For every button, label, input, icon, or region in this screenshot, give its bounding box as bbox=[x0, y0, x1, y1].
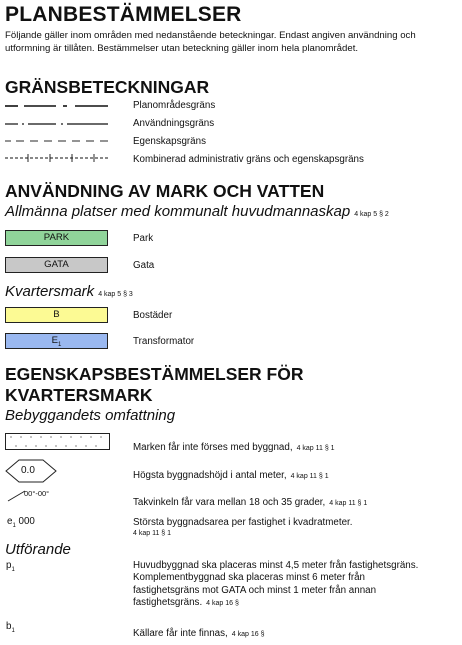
area-symbol: $e_1$ 000 bbox=[7, 516, 35, 529]
boundary-label-use: Användningsgräns bbox=[133, 118, 215, 129]
intro-text: Följande gäller inom områden med nedanstående beteckningar. Endast angiven användning och utformning är tillåten. Bestämmelser utan beteckning gäller inom hela planområdet. bbox=[5, 30, 416, 54]
design-subheading: Utförande bbox=[5, 541, 71, 558]
properties-heading-1: EGENSKAPSBESTÄMMELSER FÖR bbox=[5, 364, 304, 384]
land-use-heading: ANVÄNDNING AV MARK OCH VATTEN bbox=[5, 181, 325, 201]
e1-swatch: $E_1$ bbox=[5, 333, 108, 349]
park-swatch: PARK bbox=[5, 230, 108, 246]
roof-angle-symbol-label: 00°-00° bbox=[24, 489, 50, 498]
quarter-subheading: Kvartersmark 4 kap 5 § 3 bbox=[5, 283, 133, 300]
p1-text: Huvudbyggnad ska placeras minst 4,5 meter från fastighetsgräns. Komplementbyggnad ska placeras minst 6 meter från fastighetsgräns mot GATA och minst 1 meter från annan fastighetsgräns. 4 kap 16 § bbox=[133, 560, 419, 608]
combined-boundary-line bbox=[5, 154, 108, 162]
no-building-text: Marken får inte förses med byggnad, 4 kap 11 § 1 bbox=[133, 442, 335, 453]
park-label: Park bbox=[133, 233, 154, 244]
b-swatch: B bbox=[5, 307, 108, 323]
b-label: Bostäder bbox=[133, 310, 173, 321]
no-building-symbol bbox=[5, 433, 111, 451]
boundary-label-plan: Planområdesgräns bbox=[133, 100, 216, 111]
area-text: Största byggnadsarea per fastighet i kvadratmeter. bbox=[133, 517, 353, 528]
roof-angle-text: Takvinkeln får vara mellan 18 och 35 grader, 4 kap 11 § 1 bbox=[133, 497, 368, 508]
boundary-label-combined: Kombinerad administrativ gräns och egenskapsgräns bbox=[133, 154, 364, 165]
page-title: PLANBESTÄMMELSER bbox=[5, 3, 242, 26]
public-places-subheading: Allmänna platser med kommunalt huvudmannaskap 4 kap 5 § 2 bbox=[5, 203, 389, 220]
boundary-label-property: Egenskapsgräns bbox=[133, 136, 206, 147]
extent-subheading: Bebyggandets omfattning bbox=[5, 407, 176, 424]
gata-swatch: GATA bbox=[5, 257, 108, 273]
area-ref: 4 kap 11 § 1 bbox=[133, 530, 172, 537]
gata-label: Gata bbox=[133, 260, 155, 271]
b1-text: Källare får inte finnas, 4 kap 16 § bbox=[133, 628, 265, 639]
b1-symbol: $b_1$ bbox=[6, 621, 15, 634]
quarter-ref: 4 kap 5 § 3 bbox=[98, 291, 133, 298]
boundary-symbols bbox=[0, 98, 120, 168]
height-text: Högsta byggnadshöjd i antal meter, 4 kap 11 § 1 bbox=[133, 470, 329, 481]
p1-symbol: $p_1$ bbox=[6, 560, 15, 573]
public-places-ref: 4 kap 5 § 2 bbox=[354, 211, 389, 218]
properties-heading-2: KVARTERSMARK bbox=[5, 385, 153, 405]
height-symbol-label: 0.0 bbox=[21, 465, 35, 476]
e1-label: Transformator bbox=[133, 336, 195, 347]
boundaries-heading: GRÄNSBETECKNINGAR bbox=[5, 77, 210, 97]
